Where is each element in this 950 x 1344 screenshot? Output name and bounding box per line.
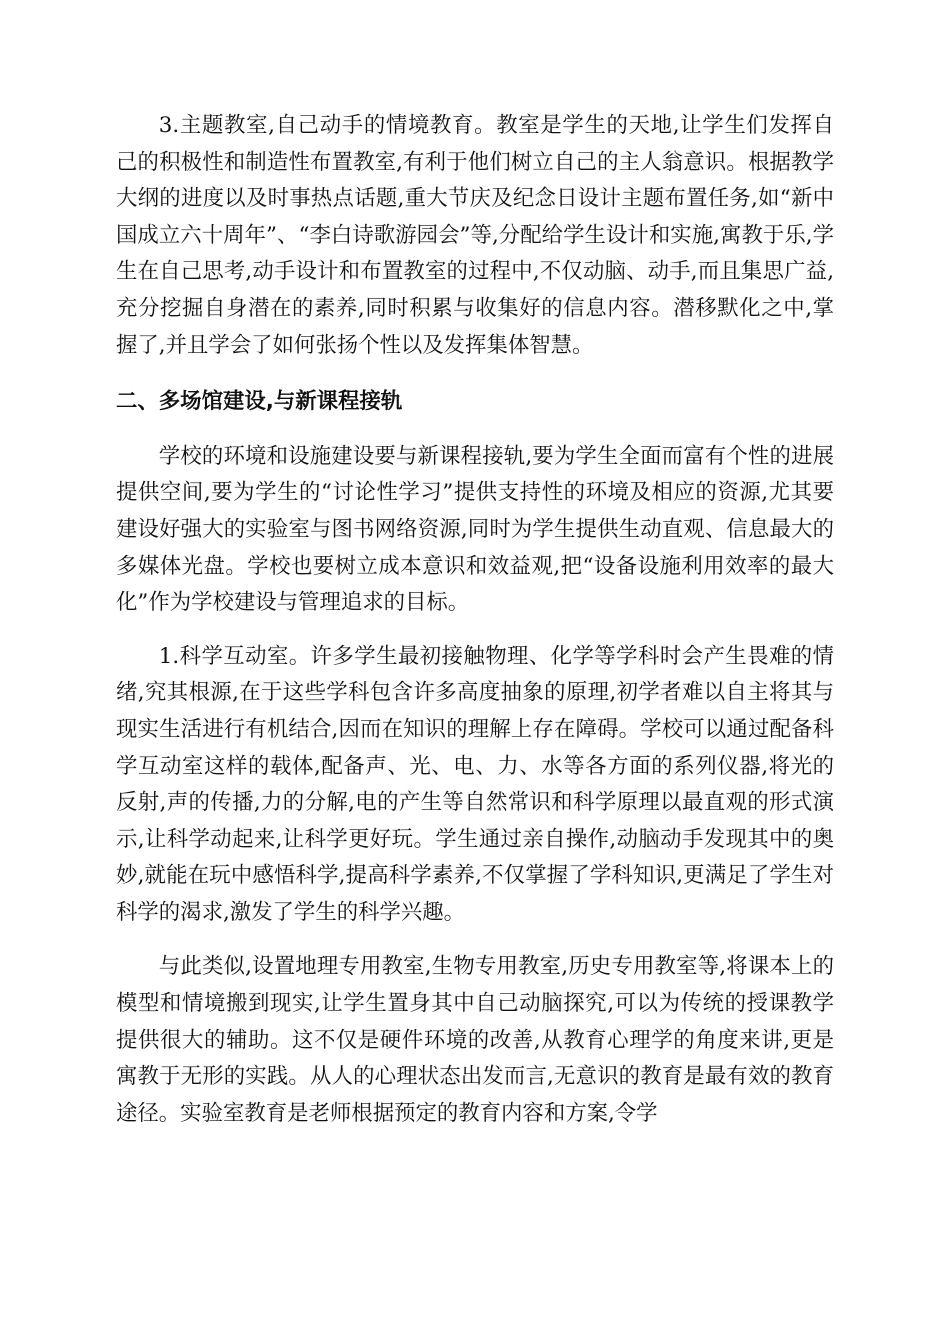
paragraph-science-room: 1.科学互动室。许多学生最初接触物理、化学等学科时会产生畏难的情绪,究其根源,在于这些学科包含许多高度抽象的原理,初学者难以自主将其与现实生活进行有机结合,因而在知识的理解上存在障碍。学校可以通过配备科学互动室这样的载体,配备声、光、电、力、水等各方面的系列仪器,将光的反射,声的传播,力的分解,电的产生等自然常识和科学原理以最直观的形式演示,让科学动起来,让科学更好玩。学生通过亲自操作,动脑动手发现其中的奥妙,就能在玩中感悟科学,提高科学素养,不仅掌握了学科知识,更满足了学生对科学的渴求,激发了学生的科学兴趣。 — [116, 643, 834, 925]
paragraph-gap — [116, 364, 834, 384]
paragraph-gap — [116, 931, 834, 949]
paragraph-special-rooms: 与此类似,设置地理专用教室,生物专用教室,历史专用教室等,将课本上的模型和情境搬到现实,让学生置身其中自己动脑探究,可以为传统的授课教学提供很大的辅助。这不仅是硬件环境的改善,从教育心理学的角度来讲,更是寓教于无形的实践。从人的心理状态出发而言,无意识的教育是最有效的教育途径。实验室教育是老师根据预定的教育内容和方案,令学 — [116, 954, 834, 1126]
paragraph-gap — [116, 622, 834, 639]
section-heading: 二、多场馆建设,与新课程接轨 — [116, 389, 403, 415]
document-page — [116, 108, 834, 1132]
paragraph-theme-classroom: 3.主题教室,自己动手的情境教育。教室是学生的天地,让学生们发挥自己的积极性和制造性布置教室,有利于他们树立自己的主人翁意识。根据教学大纲的进度以及时事热点话题,重大节庆及纪念日设计主题布置任务,如“新中国成立六十周年”、“李白诗歌游园会”等,分配给学生设计和实施,寓教于乐,学生在自己思考,动手设计和布置教室的过程中,不仅动脑、动手,而且集思广益,充分挖掘自身潜在的素养,同时积累与收集好的信息内容。潜移默化之中,掌握了,并且学会了如何张扬个性以及发挥集体智慧。 — [116, 113, 834, 358]
paragraph-gap — [116, 421, 834, 439]
paragraph-facilities: 学校的环境和设施建设要与新课程接轨,要为学生全面而富有个性的进展提供空间,要为学生的“讨论性学习”提供支持性的环境及相应的资源,尤其要建设好强大的实验室与图书网络资源,同时为学生提供生动直观、信息最大的多媒体光盘。学校也要树立成本意识和效益观,把“设备设施利用效率的最大化”作为学校建设与管理追求的目标。 — [116, 443, 834, 616]
